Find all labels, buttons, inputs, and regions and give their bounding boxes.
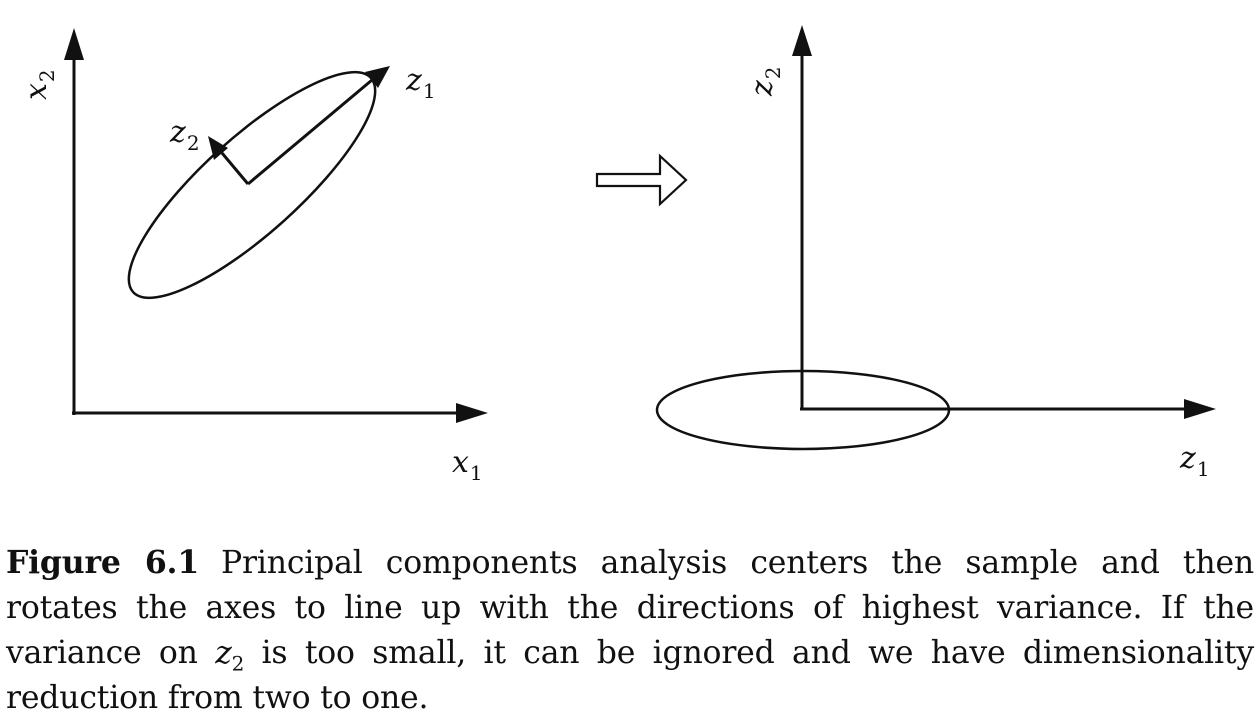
right-y-axis-arrowhead — [792, 25, 812, 56]
left-y-axis-label: $x_2$ — [19, 69, 59, 100]
right-x-axis-label: $z_1$ — [1180, 441, 1210, 481]
right-panel — [657, 25, 1216, 481]
caption-text-part1: Principal components analysis centers the sample and then rotates the axes to line up with the directions of highest variance. If the variance on — [6, 545, 1254, 671]
figure-label: Figure 6.1 — [6, 544, 200, 581]
left-x-axis-label: $x_1$ — [452, 445, 483, 485]
figure-caption — [6, 540, 1254, 721]
left-y-axis-arrowhead — [64, 28, 84, 60]
left-data-ellipse — [101, 42, 403, 327]
pc1-axis-line — [248, 80, 372, 184]
pc2-label: $z_2$ — [170, 115, 200, 155]
transform-arrow-icon — [597, 156, 686, 204]
caption-text-part2: is too small, it can be ignored and we have dimensionality reduction from two to one. — [6, 635, 1254, 716]
right-y-axis-label: $z_2$ — [745, 66, 785, 96]
pc2-axis-line — [222, 153, 248, 184]
caption-math-z2: $z_2$ — [215, 635, 245, 676]
left-panel — [19, 28, 488, 485]
left-x-axis-arrowhead — [456, 403, 488, 423]
pc1-label: $z_1$ — [406, 63, 436, 103]
right-x-axis-arrowhead — [1184, 399, 1216, 419]
